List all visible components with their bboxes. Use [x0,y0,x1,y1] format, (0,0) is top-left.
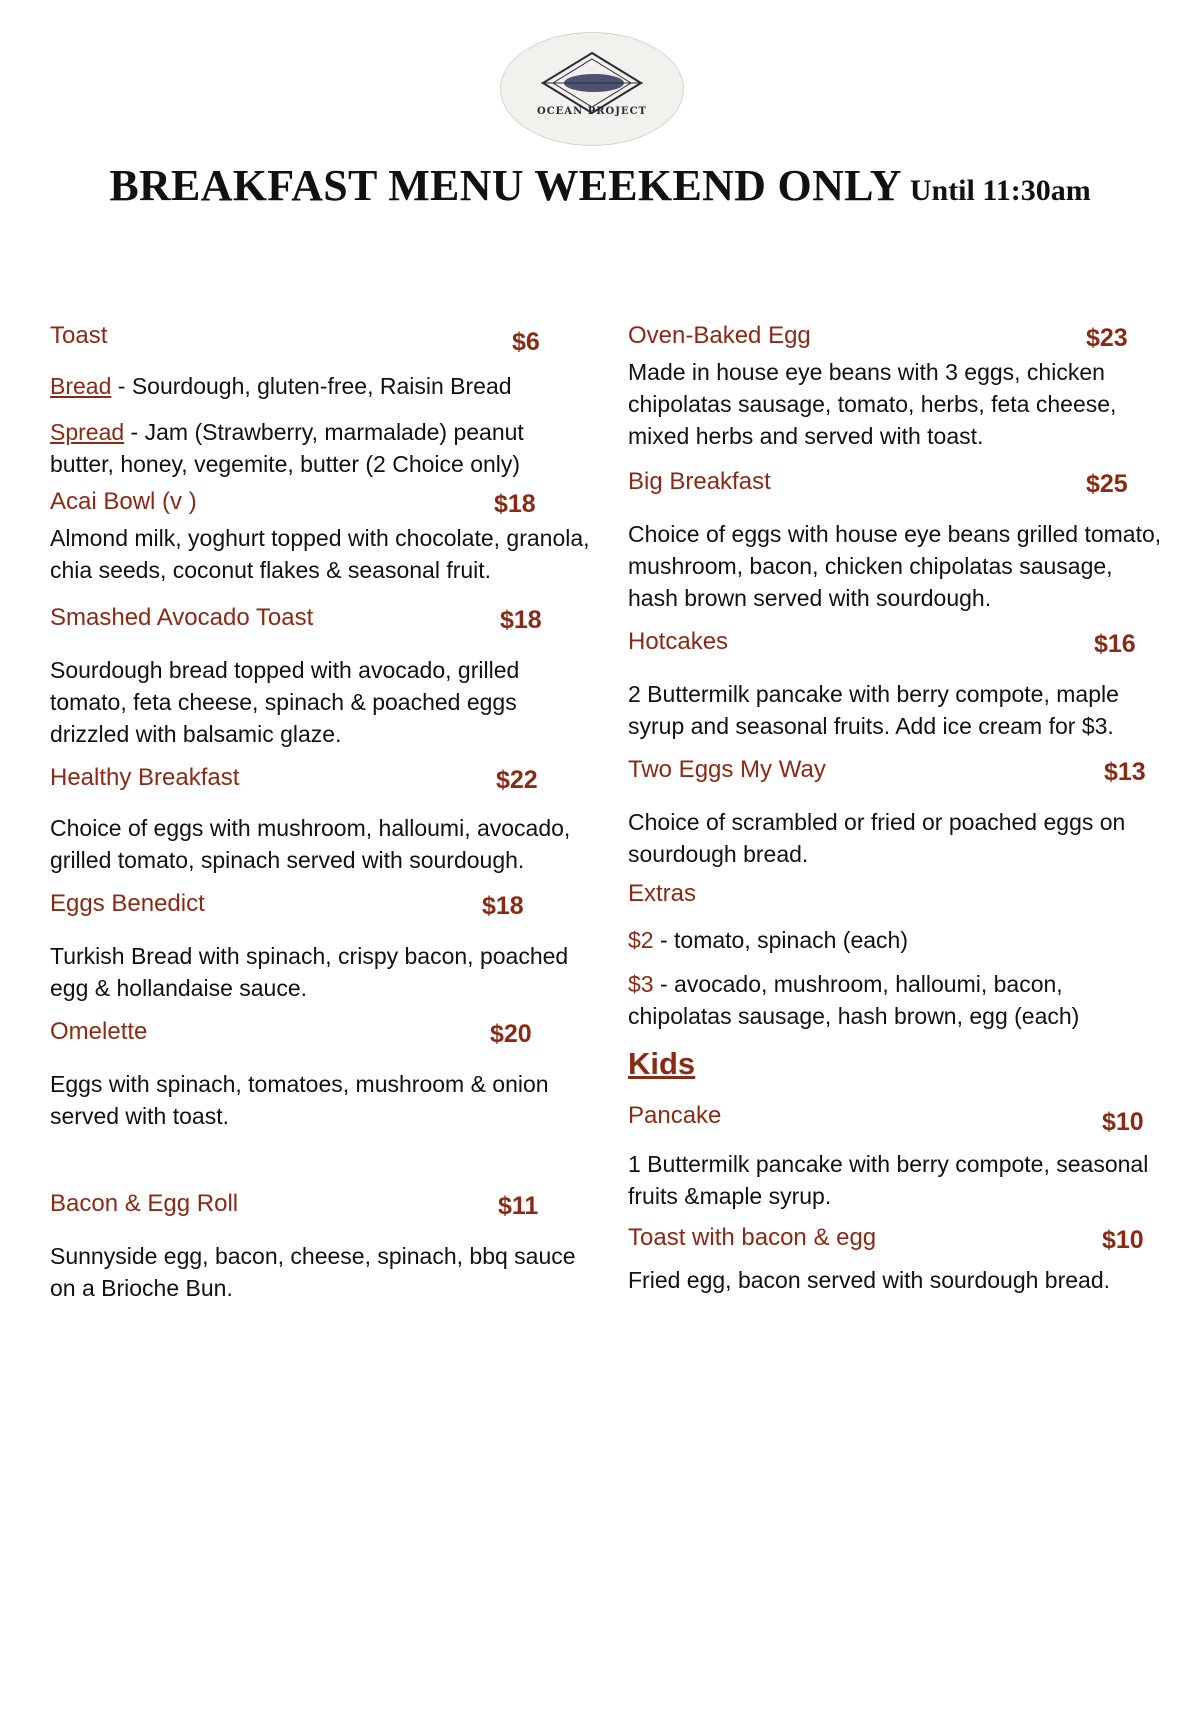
item-description: Made in house eye beans with 3 eggs, chicken chipolatas sausage, tomato, herbs, feta cheese, mixed herbs and served with toast. [628,359,1117,449]
item-price: $10 [1102,1108,1144,1136]
item-description: Almond milk, yoghurt topped with chocolate, granola, chia seeds, coconut flakes & seasonal fruit. [50,525,590,583]
item-price: $25 [1086,470,1128,498]
item-header [50,1190,590,1224]
item-description: Eggs with spinach, tomatoes, mushroom & onion served with toast. [50,1071,549,1129]
extra-price: $3 [628,971,654,997]
option-text: - Jam (Strawberry, marmalade) peanut butter, honey, vegemite, butter (2 Choice only) [50,419,524,477]
menu-item-toast [50,322,590,480]
item-name: Smashed Avocado Toast [50,604,314,631]
logo-text: OCEAN PROJECT [537,106,647,117]
item-header [628,1224,1168,1258]
extras-heading: Extras [628,880,697,907]
extra-price: $2 [628,927,654,953]
item-name: Two Eggs My Way [628,756,826,783]
menu-item-bacon-egg-roll [50,1190,590,1304]
extras-line [628,924,1168,956]
item-description: Choice of eggs with house eye beans grilled tomato, mushroom, bacon, chicken chipolatas sausage, hash brown served with sourdough. [628,521,1162,611]
item-header [50,604,590,638]
item-description: Choice of eggs with mushroom, halloumi, avocado, grilled tomato, spinach served with sourdough. [50,815,571,873]
menu-item-healthy-breakfast [50,764,590,876]
toast-option-bread [50,370,590,402]
toast-option-spread [50,416,590,480]
item-header [628,322,1168,356]
item-description: 2 Buttermilk pancake with berry compote, maple syrup and seasonal fruits. Add ice cream for $3. [628,681,1119,739]
left-column [50,322,590,1304]
menu-hours: Until 11:30am [909,174,1091,207]
extra-text: - avocado, mushroom, halloumi, bacon, chipolatas sausage, hash brown, egg (each) [628,971,1080,1029]
menu-item-acai-bowl [50,488,590,586]
menu-item-kids-toast-bacon-egg [628,1224,1168,1296]
item-name: Omelette [50,1018,148,1045]
option-label: Bread [50,373,112,399]
item-header [50,322,590,356]
item-price: $6 [512,328,540,356]
menu-item-eggs-benedict [50,890,590,1004]
option-text: - Sourdough, gluten-free, Raisin Bread [111,373,512,399]
item-header [50,764,590,798]
menu-item-hotcakes [628,628,1168,742]
item-price: $22 [496,766,538,794]
item-name: Eggs Benedict [50,890,205,917]
item-price: $18 [482,892,524,920]
item-header [50,1018,590,1052]
item-header [628,1102,1168,1136]
item-header [628,756,1168,790]
item-name: Big Breakfast [628,468,771,495]
item-description: Sunnyside egg, bacon, cheese, spinach, bbq sauce on a Brioche Bun. [50,1243,576,1301]
right-column [628,322,1168,1296]
item-header [628,468,1168,502]
page-title [0,160,1200,211]
item-header [628,880,1168,914]
menu-item-smashed-avocado-toast [50,604,590,750]
item-name: Toast [50,322,108,349]
item-description: Choice of scrambled or fried or poached eggs on sourdough bread. [628,809,1126,867]
item-description: 1 Buttermilk pancake with berry compote, seasonal fruits &maple syrup. [628,1151,1149,1209]
item-description: Sourdough bread topped with avocado, grilled tomato, feta cheese, spinach & poached eggs drizzled with balsamic glaze. [50,657,520,747]
item-header [628,628,1168,662]
extras-section [628,880,1168,1032]
menu-item-kids-pancake [628,1102,1168,1212]
item-name: Pancake [628,1102,722,1129]
item-price: $11 [498,1192,539,1220]
item-header [50,890,590,924]
item-name: Healthy Breakfast [50,764,240,791]
kids-heading: Kids [628,1046,696,1081]
item-description: Fried egg, bacon served with sourdough bread. [628,1267,1111,1293]
item-name: Bacon & Egg Roll [50,1190,239,1217]
menu-item-big-breakfast [628,468,1168,614]
menu-title: BREAKFAST MENU WEEKEND ONLY [109,161,902,210]
option-label: Spread [50,419,125,445]
item-description: Turkish Bread with spinach, crispy bacon, poached egg & hollandaise sauce. [50,943,569,1001]
item-price: $18 [500,606,542,634]
item-price: $13 [1104,758,1146,786]
item-name: Hotcakes [628,628,729,655]
menu-item-two-eggs-my-way [628,756,1168,870]
item-price: $18 [494,490,536,518]
item-price: $23 [1086,324,1128,352]
item-name: Oven-Baked Egg [628,322,811,349]
item-header [50,488,590,522]
fish-diamond-logo-icon [501,33,683,145]
item-name: Toast with bacon & egg [628,1224,877,1251]
menu-item-oven-baked-egg [628,322,1168,452]
menu-item-omelette [50,1018,590,1132]
extras-line [628,968,1168,1032]
item-price: $16 [1094,630,1136,658]
logo [500,32,684,146]
item-name: Acai Bowl (v ) [50,488,197,515]
item-price: $10 [1102,1226,1144,1254]
extra-text: - tomato, spinach (each) [653,927,908,953]
item-price: $20 [490,1020,532,1048]
